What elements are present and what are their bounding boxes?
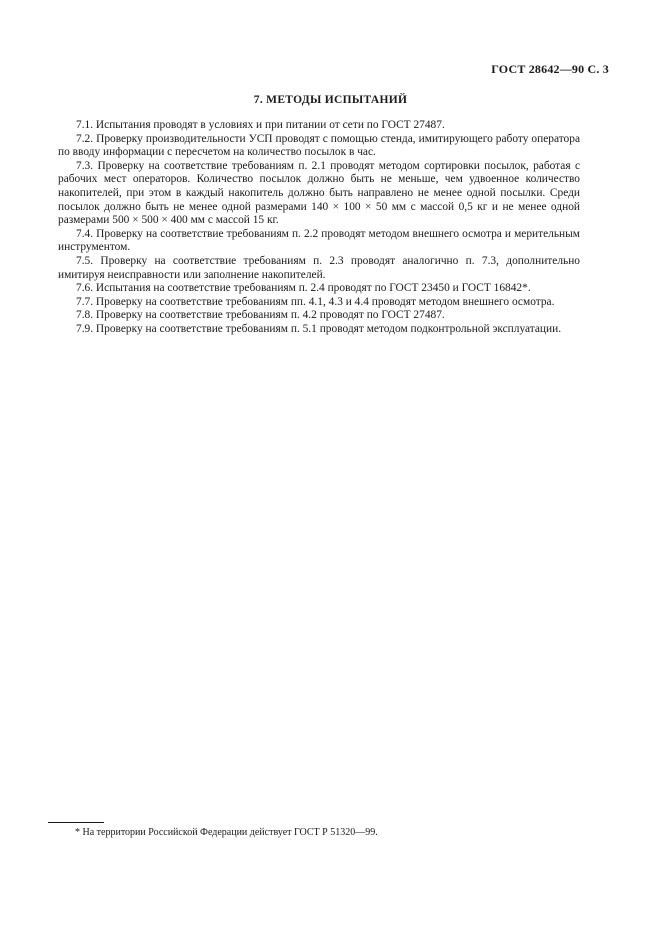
footnote: * На территории Российской Федерации действует ГОСТ Р 51320—99. (75, 827, 378, 838)
paragraph-7-6: 7.6. Испытания на соответствие требованиям п. 2.4 проводят по ГОСТ 23450 и ГОСТ 16842*. (76, 282, 531, 295)
footnote-divider (48, 822, 104, 823)
paragraph-7-8: 7.8. Проверку на соответствие требованиям п. 4.2 проводят по ГОСТ 27487. (76, 309, 445, 322)
document-body (58, 119, 580, 337)
page-header: ГОСТ 28642—90 С. 3 (491, 62, 609, 76)
paragraph-7-7: 7.7. Проверку на соответствие требованиям пп. 4.1, 4.3 и 4.4 проводят методом внешнего осмотра. (76, 295, 555, 308)
section-title: 7. МЕТОДЫ ИСПЫТАНИЙ (253, 94, 408, 106)
paragraph-7-2: 7.2. Проверку производительности УСП проводят с помощью стенда, имитирующего работу оператора по вводу информации с пересчетом на количество посылок в час. (58, 132, 580, 159)
paragraph-7-5: 7.5. Проверку на соответствие требованиям п. 2.3 проводят аналогично п. 7.3, дополнительно имитируя неисправности или заполнение накопителей. (58, 254, 580, 281)
paragraph-7-9: 7.9. Проверку на соответствие требованиям п. 5.1 проводят методом подконтрольной эксплуатации. (76, 322, 562, 335)
paragraph-7-1: 7.1. Испытания проводят в условиях и при питании от сети по ГОСТ 27487. (76, 119, 445, 131)
paragraph-7-3: 7.3. Проверку на соответствие требованиям п. 2.1 проводят методом сортировки посылок, работая с рабочих мест операторов. Количество посылок должно быть не меньше, чем удвоенное количество накопителей, при этом в каждый накопитель должно быть направлено не менее одной посылки. Среди посылок должно быть не менее одной размерами 140 × 100 × 50 мм с массой 0,5 кг и не менее одной размерами 500 × 500 × 400 мм с массой 15 кг. (58, 159, 580, 227)
paragraph-7-4: 7.4. Проверку на соответствие требованиям п. 2.2 проводят методом внешнего осмотра и мерительным инструментом. (58, 227, 580, 254)
